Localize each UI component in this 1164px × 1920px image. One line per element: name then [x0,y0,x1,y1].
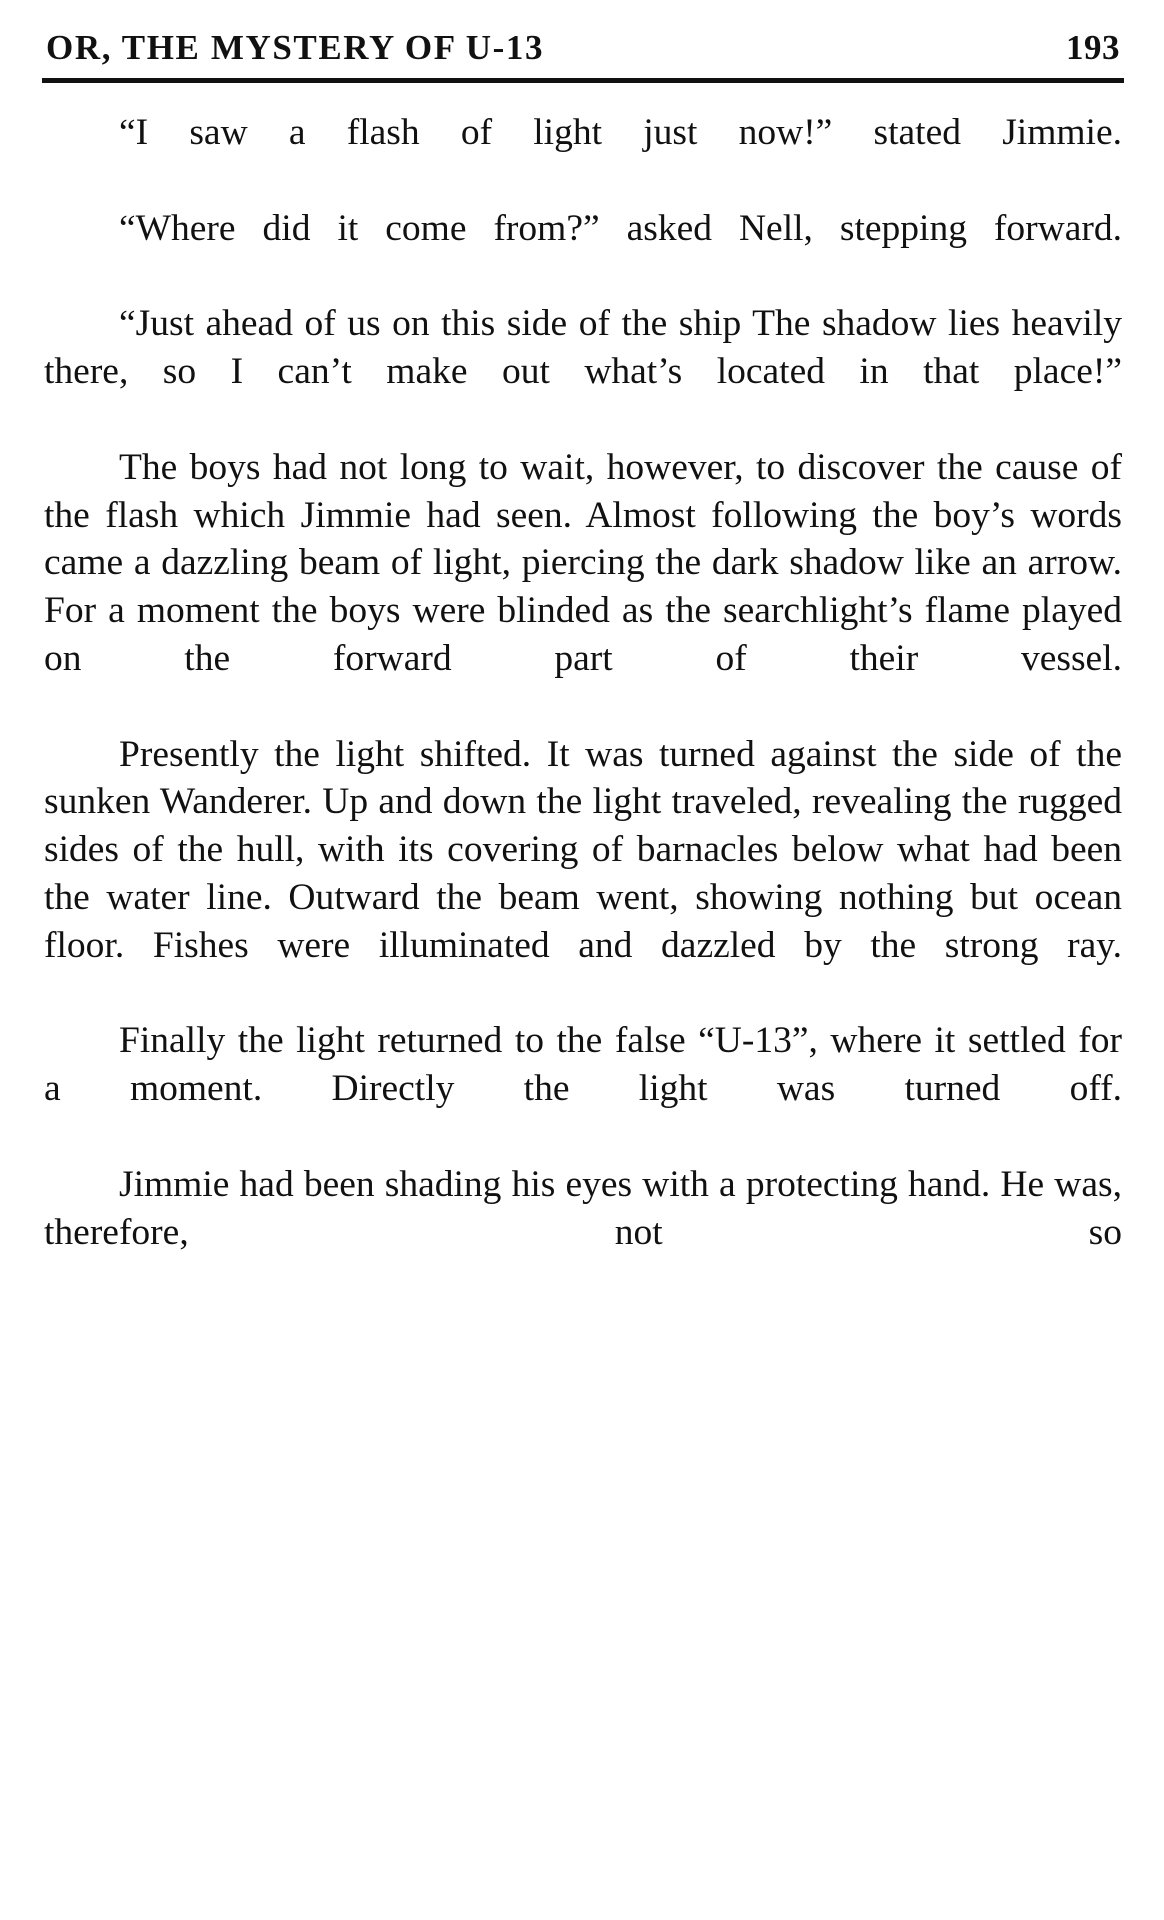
paragraph: The boys had not long to wait, however, to discover the cause of the flash which Jimmie had seen. Almost following the boy’s words came a dazzling beam of light, piercing the dark shadow like an arrow. For a moment the boys were blinded as the searchlight’s flame played on the forward part of their vessel. [44,446,1122,679]
paragraph: Jimmie had been shading his eyes with a protecting hand. He was, therefore, not so [44,1163,1122,1253]
header-rule [42,78,1124,83]
page-number: 193 [1066,28,1120,67]
paragraph: Presently the light shifted. It was turned against the side of the sunken Wanderer. Up and down the light traveled, revealing the rugged sides of the hull, with its covering of barnacles below what had been the water line. Outward the beam went, showing nothing but ocean floor. Fishes were illuminated and dazzled by the strong ray. [44,733,1122,966]
page-body [44,109,1122,1304]
paragraph: Finally the light returned to the false “U-13”, where it settled for a moment. Directly the light was turned off. [44,1020,1122,1110]
paragraph: “Just ahead of us on this side of the ship The shadow lies heavily there, so I can’t make out what’s located in that place!” [44,303,1122,393]
running-head [36,28,1128,68]
running-head-title: OR, THE MYSTERY OF U-13 [46,28,545,67]
paragraph: “Where did it come from?” asked Nell, stepping forward. [119,207,1122,249]
paragraph: “I saw a flash of light just now!” stated Jimmie. [119,112,1122,153]
